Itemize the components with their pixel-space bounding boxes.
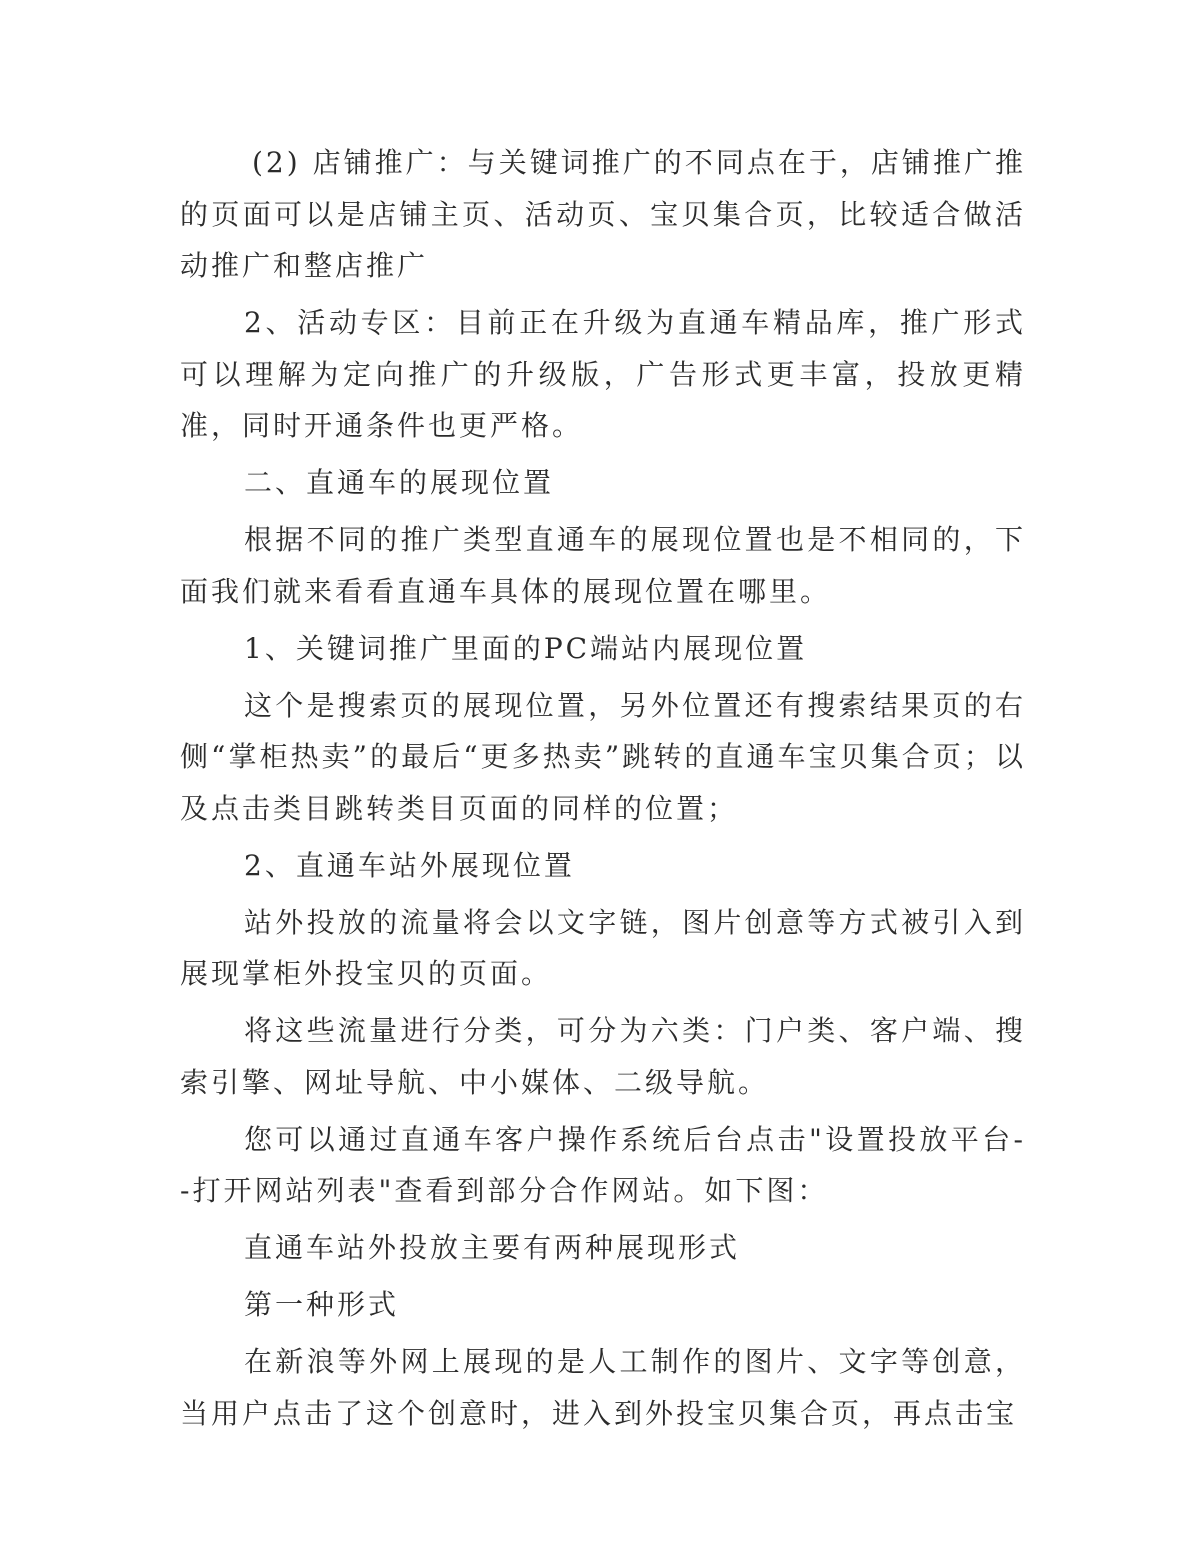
subheading-offsite: 2、直通车站外展现位置 bbox=[244, 848, 575, 882]
paragraph-traffic-categories: 将这些流量进行分类，可分为六类：门户类、客户端、搜索引擎、网址导航、中小媒体、二级导航。 bbox=[180, 1014, 1026, 1099]
document-body bbox=[180, 137, 1026, 1445]
paragraph-partner-sites: 您可以通过直通车客户操作系统后台点击"设置投放平台--打开网站列表"查看到部分合作网站。如下图： bbox=[180, 1122, 1026, 1207]
paragraph-activity-zone: 2、活动专区：目前正在升级为直通车精品库，推广形式可以理解为定向推广的升级版，广告形式更丰富，投放更精准，同时开通条件也更严格。 bbox=[180, 306, 1026, 442]
paragraph-first-form-detail: 在新浪等外网上展现的是人工制作的图片、文字等创意，当用户点击了这个创意时，进入到外投宝贝集合页，再点击宝 bbox=[180, 1345, 1026, 1430]
paragraph-search-page-position: 这个是搜索页的展现位置，另外位置还有搜索结果页的右侧“掌柜热卖”的最后“更多热卖”跳转的直通车宝贝集合页；以及点击类目跳转类目页面的同样的位置； bbox=[180, 688, 1026, 825]
subheading-first-form: 第一种形式 bbox=[244, 1288, 400, 1321]
section-heading-display-positions: 二、直通车的展现位置 bbox=[244, 466, 555, 499]
paragraph-offsite-traffic: 站外投放的流量将会以文字链，图片创意等方式被引入到展现掌柜外投宝贝的页面。 bbox=[180, 905, 1026, 990]
paragraph-display-intro: 根据不同的推广类型直通车的展现位置也是不相同的，下面我们就来看看直通车具体的展现位置在哪里。 bbox=[180, 523, 1026, 608]
paragraph-shop-promotion: (2) 店铺推广：与关键词推广的不同点在于，店铺推广推的页面可以是店铺主页、活动页、宝贝集合页，比较适合做活动推广和整店推广 bbox=[180, 146, 1026, 282]
subheading-pc-onsite: 1、关键词推广里面的PC端站内展现位置 bbox=[244, 631, 808, 665]
paragraph-two-forms: 直通车站外投放主要有两种展现形式 bbox=[244, 1231, 741, 1264]
